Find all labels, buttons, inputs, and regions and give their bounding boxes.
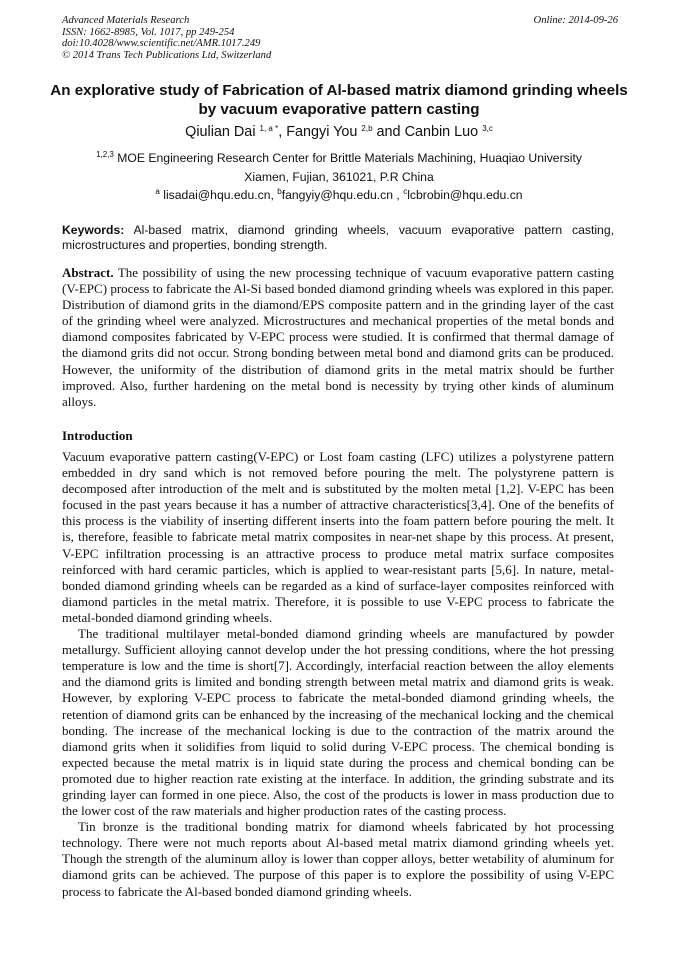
affiliation-line-1: [60, 149, 618, 168]
author-affiliation-mark: 2,b: [361, 124, 373, 133]
paragraph: Tin bronze is the traditional bonding matrix for diamond wheels fabricated by hot processing technology. There were not much reports about Al-based metal matrix diamond grinding wheels yet. Though the strength of the aluminum alloy is lower than copper alloys, better wetability of aluminum for diamond grits can be achieved. The purpose of this paper is to explore the possibility of using V-EPC process to fabricate the Al-based bonded diamond grinding wheels.: [62, 819, 614, 899]
copyright-line: © 2014 Trans Tech Publications Ltd, Switzerland: [62, 49, 272, 61]
introduction-section: [62, 449, 614, 900]
keywords-text: Al-based matrix, diamond grinding wheels, vacuum evaporative pattern casting, microstructures and properties, bonding strength.: [62, 223, 614, 252]
email-mark: b: [277, 187, 282, 196]
journal-name: Advanced Materials Research: [62, 15, 190, 26]
email-list: [60, 187, 618, 203]
abstract-label: Abstract.: [62, 265, 114, 280]
author-list: [40, 123, 638, 141]
doi-line: doi:10.4028/www.scientific.net/AMR.1017.249: [62, 38, 261, 50]
author-name: Qiulian Dai: [185, 124, 256, 140]
email-mark: a: [155, 187, 160, 196]
email-link[interactable]: lcbrobin@hqu.edu.cn: [407, 188, 523, 202]
section-heading-introduction: Introduction: [62, 428, 133, 443]
paragraph: The traditional multilayer metal-bonded diamond grinding wheels are manufactured by powder metallurgy. Sufficient alloying cannot develop under the hot pressing conditions, where the hot pressing temperature is low and the time is short[7]. Accordingly, interfacial reaction between the alloy elements and the diamond grits is limited and bonding strength between metal matrix and diamond grits is weak. However, by exploring V-EPC process to fabricate the metal-bonded diamond grinding wheels, the retention of diamond grits can be enhanced by the increasing of the mechanical locking and the chemical bonding. The increase of the mechanical locking is due to the contraction of the matrix around the diamond grits when it solidifies from liquid to solid during V-EPC process. The chemical bonding is expected because the metal matrix is in liquid state during the process and chemical bonding can be promoted due to higher reaction rate existing at the interface. In addition, the grinding substrate and its grinding layer can formed in one piece. Also, the cost of the products is lower in mass production due to the lower cost of the raw materials and higher production rates of the casting process.: [62, 626, 614, 819]
email-link[interactable]: fangyiy@hqu.edu.cn ,: [281, 188, 404, 202]
abstract-text: The possibility of using the new processing technique of vacuum evaporative pattern casting (V-EPC) process to fabricate the Al-Si based bonded diamond grinding wheels was explored in this paper. Distribution of diamond grits in the diamond/EPS composite pattern and in the grinding layer of the cast of the grinding wheel were analyzed. Microstructures and mechanical properties of the metal bonds and diamond composites fabricated by V-EPC process were studied. It is confirmed that thermal damage of the diamond grits did not occur. Strong bonding between metal bond and diamond grits can be produced. However, the uniformity of the distribution of diamond grits in the metal matrix should be further improved. Also, further hardening on the metal bond is necessity by trying other kinds of aluminum alloys.: [62, 265, 614, 409]
affiliation-line-2: Xiamen, Fujian, 361021, P.R China: [244, 169, 434, 184]
author-separator: ,: [278, 124, 287, 140]
abstract-section: [62, 265, 614, 410]
author-affiliation-mark: 1, a *: [259, 124, 279, 133]
paragraph: Vacuum evaporative pattern casting(V-EPC) or Lost foam casting (LFC) utilizes a polystyrene pattern embedded in dry sand which is not removed before pouring the melt. The polystyrene pattern is decomposed after introduction of the melt and is substituted by the molten metal [1,2]. V-EPC has been focused in the past years because it has a number of attractive characteristics[3,4]. One of the benefits of this process is the viability of inserting different inserts into the foam pattern before pouring the melt. It is, therefore, feasible to fabricate metal matrix composites in near-net shape by this process. At present, V-EPC infiltration processing is an attractive process to produce metal matrix surface composites reinforced with hard ceramic particles, which is applied to wear-resistant parts [5,6]. In nature, metal-bonded diamond grinding wheels can be regarded as a kind of surface-layer composites reinforced with diamond particles in the metal matrix. Therefore, it is possible to use V-EPC process to fabricate the metal-bonded diamond grinding wheels.: [62, 449, 614, 625]
email-link[interactable]: lisadai@hqu.edu.cn,: [159, 188, 278, 202]
affiliation: [60, 149, 618, 186]
author-name: Canbin Luo: [404, 124, 479, 140]
affiliation-institution: MOE Engineering Research Center for Brittle Materials Machining, Huaqiao University: [113, 151, 582, 165]
keywords-section: [62, 223, 614, 252]
author-separator: and: [372, 124, 405, 140]
online-date: Online: 2014-09-26: [533, 15, 618, 26]
author-affiliation-mark: 3,c: [482, 124, 493, 133]
paper-title: An explorative study of Fabrication of Al-based matrix diamond grinding wheels by vacuum evaporative pattern casting: [50, 82, 628, 118]
affiliation-mark: 1,2,3: [96, 150, 114, 159]
publication-header: [62, 15, 618, 61]
author-name: Fangyi You: [286, 124, 358, 140]
email-mark: c: [403, 187, 408, 196]
keywords-label: Keywords:: [62, 223, 125, 237]
issn-line: ISSN: 1662-8985, Vol. 1017, pp 249-254: [62, 26, 235, 38]
